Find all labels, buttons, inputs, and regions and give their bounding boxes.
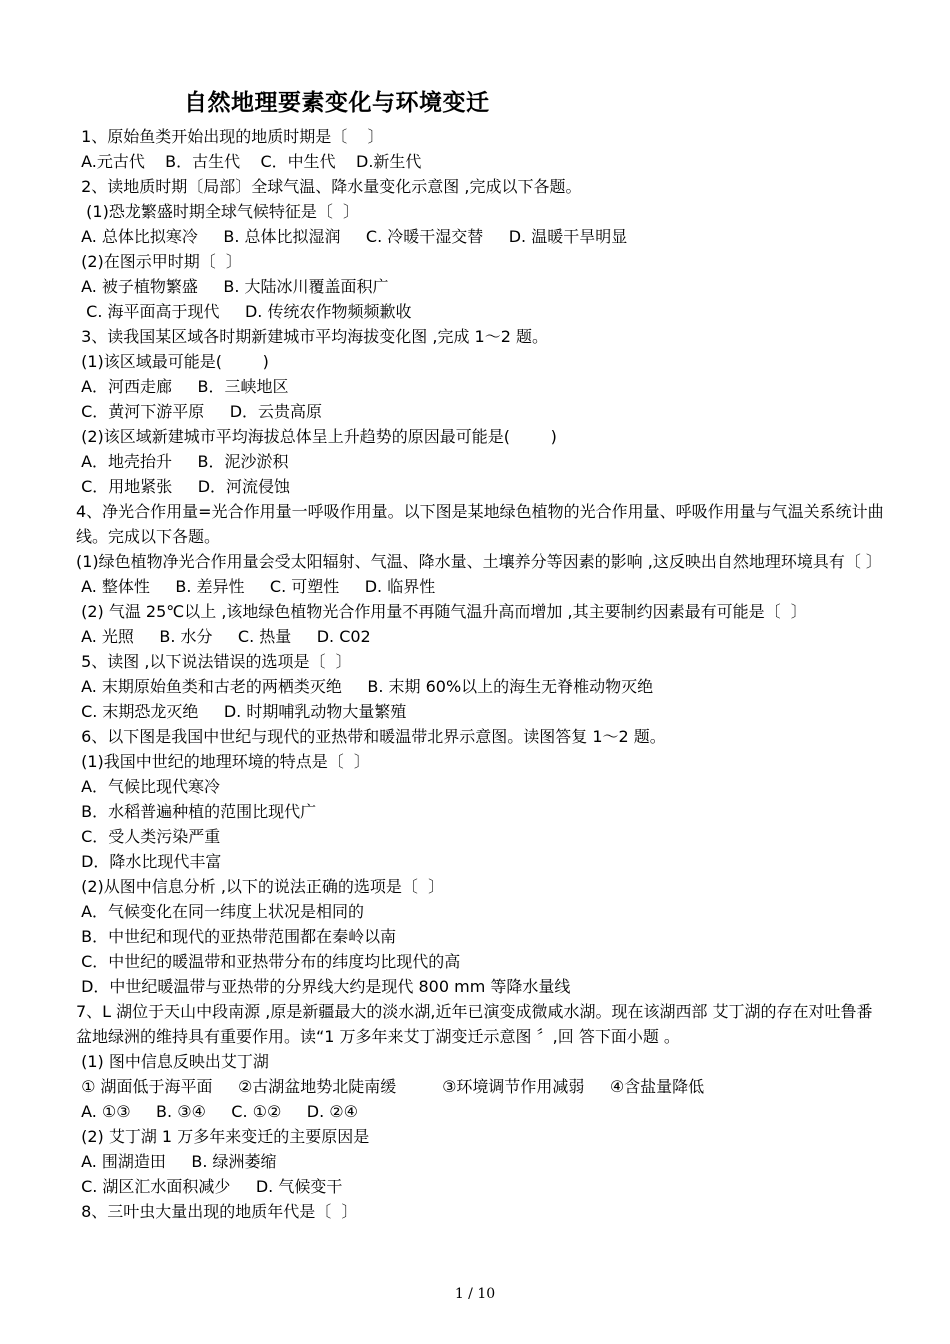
text-line: D．中世纪暖温带与亚热带的分界线大约是现代 800 mm 等降水量线	[76, 977, 571, 996]
text-line: A. 围湖造田 B. 绿洲萎缩	[76, 1152, 277, 1171]
text-line: ① 湖面低于海平面 ②古湖盆地势北陡南缓 ③环境调节作用减弱 ④含盐量降低	[76, 1077, 705, 1096]
text-line: 8、三叶虫大量出现的地质年代是〔 〕	[76, 1202, 358, 1221]
text-line: C．中世纪的暖温带和亚热带分布的纬度均比现代的高	[76, 952, 461, 971]
text-paragraph: 4、净光合作用量=光合作用量一呼吸作用量。以下图是某地绿色植物的光合作用量、呼吸作用量与气温关系统计曲线。完成以下各题。	[76, 502, 884, 546]
text-line: D．降水比现代丰富	[76, 852, 222, 871]
text-line: (1)该区域最可能是( )	[76, 352, 269, 371]
text-line: (2)在图示甲时期〔 〕	[76, 252, 242, 271]
text-line: A. 整体性 B. 差异性 C. 可塑性 D. 临界性	[76, 577, 436, 596]
text-line: C．受人类污染严重	[76, 827, 221, 846]
text-line: (2)该区域新建城市平均海拔总体呈上升趋势的原因最可能是( )	[76, 427, 557, 446]
text-paragraph: (1)绿色植物净光合作用量会受太阳辐射、气温、降水量、土壤养分等因素的影响 ,这反映出自然地理环境具有〔 〕	[76, 552, 882, 571]
text-line: A. 光照 B. 水分 C. 热量 D. C02	[76, 627, 371, 646]
text-line: C. 末期恐龙灭绝 D. 时期哺乳动物大量繁殖	[76, 702, 407, 721]
text-line: A. 末期原始鱼类和古老的两栖类灭绝 B. 末期 60%以上的海生无脊椎动物灭绝	[76, 677, 654, 696]
text-line: A．地壳抬升 B．泥沙淤积	[76, 452, 289, 471]
text-line: (2)从图中信息分析 ,以下的说法正确的选项是〔 〕	[76, 877, 445, 896]
text-line: (2) 艾丁湖 1 万多年来变迁的主要原因是	[76, 1127, 370, 1146]
text-line: 1、原始鱼类开始出现的地质时期是〔 〕	[76, 127, 384, 146]
document-body	[76, 124, 888, 1224]
page-number: 1 / 10	[454, 1286, 496, 1302]
text-line: (2) 气温 25℃以上 ,该地绿色植物光合作用量不再随气温升高而增加 ,其主要制约因素最有可能是〔 〕	[76, 602, 807, 621]
text-line: A. 被子植物繁盛 B. 大陆冰川覆盖面积广	[76, 277, 389, 296]
text-line: B．中世纪和现代的亚热带范围都在秦岭以南	[76, 927, 397, 946]
text-line: C．黄河下游平原 D．云贵高原	[76, 402, 323, 421]
text-line: (1)恐龙繁盛时期全球气候特征是〔 〕	[76, 202, 360, 221]
text-line: (1) 图中信息反映出艾丁湖	[76, 1052, 269, 1071]
text-paragraph: 7、L 湖位于天山中段南源 ,原是新疆最大的淡水湖,近年已演变成微咸水湖。现在该湖西部 艾丁湖的存在对吐鲁番盆地绿洲的维持具有重要作用。读“1 万多年来艾丁湖变迁示意图 〞,回 答下面小题 。	[76, 1002, 873, 1046]
text-line: C. 海平面高于现代 D. 传统农作物频频歉收	[76, 302, 412, 321]
text-line: (1)我国中世纪的地理环境的特点是〔 〕	[76, 752, 370, 771]
text-line: C. 湖区汇水面积减少 D. 气候变干	[76, 1177, 343, 1196]
text-line: 2、读地质时期〔局部〕全球气温、降水量变化示意图 ,完成以下各题。	[76, 177, 582, 196]
text-line: 3、读我国某区域各时期新建城市平均海拔变化图 ,完成 1～2 题。	[76, 327, 548, 346]
text-line: A. ①③ B. ③④ C. ①② D. ②④	[76, 1102, 358, 1121]
text-line: A．气候比现代寒冷	[76, 777, 221, 796]
text-line: 6、以下图是我国中世纪与现代的亚热带和暖温带北界示意图。读图答复 1～2 题。	[76, 727, 666, 746]
text-line: B．水稻普遍种植的范围比现代广	[76, 802, 317, 821]
text-line: A. 总体比拟寒冷 B. 总体比拟湿润 C. 冷暖干湿交替 D. 温暖干旱明显	[76, 227, 628, 246]
text-line: A.元古代 B．古生代 C．中生代 D.新生代	[76, 152, 422, 171]
text-line: A．河西走廊 B．三峡地区	[76, 377, 289, 396]
text-line: 5、读图 ,以下说法错误的选项是〔 〕	[76, 652, 352, 671]
document-title: 自然地理要素变化与环境变迁	[184, 90, 490, 116]
text-line: C．用地紧张 D．河流侵蚀	[76, 477, 291, 496]
text-line: A．气候变化在同一纬度上状况是相同的	[76, 902, 365, 921]
